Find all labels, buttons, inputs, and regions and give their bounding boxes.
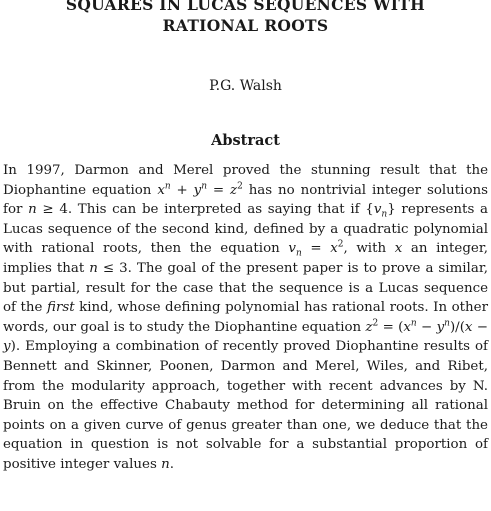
abstract-text: . This can be interpreted as saying that if: [67, 202, 366, 218]
abstract-text: kind, whose defining polynomial has rational roots. In other words, our goal is to study the Diophantine equation: [3, 300, 488, 335]
abstract-body: [3, 161, 488, 475]
abstract-text: represents a Lucas sequence of the second kind, defined by a quadratic polynomial with rational roots, then the equation: [3, 202, 488, 257]
abstract-heading: Abstract: [211, 132, 280, 149]
equation-vn-x2: $v_n = x^2$: [288, 239, 344, 260]
abstract-text: , with: [343, 241, 395, 257]
equation-main: $z^2 = (x^n - y^n)/(x - y)$: [3, 318, 489, 355]
var-x: x: [394, 241, 403, 257]
condition-n-ge-4: n ≥ 4: [28, 202, 68, 218]
abstract-text: an integer, implies that: [3, 241, 488, 276]
equation-fermat: $x^n + y^n = z^2$: [157, 181, 243, 198]
abstract-text: . Employing a combination of recently proved Diophantine results of Bennett and Skinner, Poonen, Darmon and Merel, Wiles, and Ribet, from the modularity approach, together with recent advances by N. Bruin on the effective Chabauty method for determining all rational points on a given curve of genus greater than one, we deduce that the equation in question is not solvable for a substantial proportion of positive integer values: [3, 339, 488, 472]
var-n: n: [161, 456, 170, 472]
condition-n-le-3: n ≤ 3: [89, 260, 128, 276]
author-name: P.G. Walsh: [209, 78, 282, 94]
sequence-vn: $\{v_n\}$: [365, 202, 396, 220]
title-line-2: RATIONAL ROOTS: [162, 16, 329, 35]
title-line-1: SQUARES IN LUCAS SEQUENCES WITH: [65, 0, 426, 14]
abstract-text: has no nontrivial integer solutions for: [3, 182, 489, 218]
emphasis-first: first: [47, 300, 75, 316]
paper-title: [0, 0, 491, 36]
abstract-text: In 1997, Darmon and Merel proved the stunning result that the Diophantine equation: [3, 163, 488, 198]
abstract-text: . The goal of the present paper is to prove a similar, but partial, result for the case that the sequence is a Lucas sequence of the: [3, 260, 489, 316]
abstract-text: .: [169, 456, 174, 472]
